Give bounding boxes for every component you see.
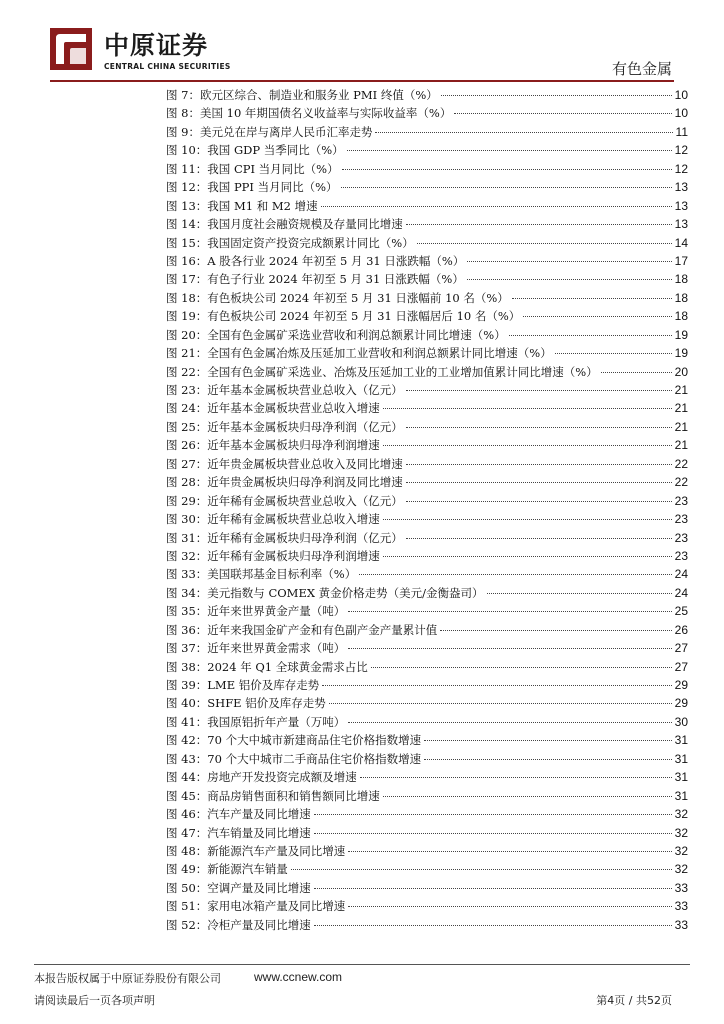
toc-leader-dots — [440, 630, 671, 631]
toc-entry-label[interactable]: 图 44：房地产开发投资完成额及增速 — [166, 770, 357, 785]
toc-entry-label[interactable]: 图 24：近年基本金属板块营业总收入增速 — [166, 401, 380, 416]
toc-entry-page[interactable]: 33 — [674, 917, 688, 932]
toc-leader-dots — [424, 740, 672, 741]
toc-entry[interactable] — [166, 879, 688, 897]
toc-entry-label[interactable]: 图 33：美国联邦基金目标利率（%） — [166, 567, 357, 582]
toc-leader-dots — [314, 833, 672, 834]
toc-entry-page[interactable]: 22 — [674, 456, 688, 471]
toc-entry-page[interactable]: 25 — [674, 604, 688, 619]
toc-entry[interactable] — [166, 713, 688, 731]
toc-entry[interactable] — [166, 694, 688, 712]
toc-entry-label[interactable]: 图 39：LME 铝价及库存走势 — [166, 678, 320, 692]
toc-entry[interactable] — [166, 565, 688, 583]
toc-leader-dots — [314, 814, 672, 815]
toc-entry-label[interactable]: 图 37：近年来世界黄金需求（吨） — [166, 641, 346, 656]
toc-entry-label[interactable]: 图 31：近年稀有金属板块归母净利润（亿元） — [166, 530, 403, 545]
company-logo-icon — [50, 28, 92, 70]
toc-entry-page[interactable]: 19 — [674, 346, 688, 361]
toc-entry-page[interactable]: 18 — [674, 290, 688, 305]
toc-leader-dots — [555, 353, 672, 354]
toc-entry-page[interactable]: 19 — [674, 327, 688, 342]
toc-entry-label[interactable]: 图 22：全国有色金属矿采选业、冶炼及压延加工业的工业增加值累计同比增速（%） — [166, 364, 598, 379]
toc-leader-dots — [509, 335, 672, 336]
toc-entry[interactable] — [166, 234, 688, 252]
company-name-en: CENTRAL CHINA SECURITIES — [104, 62, 231, 71]
toc-entry[interactable] — [166, 381, 688, 399]
toc-entry[interactable] — [166, 473, 688, 491]
toc-leader-dots — [441, 95, 672, 96]
toc-entry[interactable] — [166, 326, 688, 344]
toc-entry-page[interactable]: 12 — [674, 161, 688, 176]
toc-leader-dots — [406, 464, 672, 465]
toc-leader-dots — [406, 224, 672, 225]
toc-leader-dots — [371, 667, 672, 668]
toc-entry-label[interactable]: 图 11：我国 CPI 当月同比（%） — [166, 161, 339, 176]
toc-entry-label[interactable]: 图 51：家用电冰箱产量及同比增速 — [166, 899, 346, 914]
header-divider — [50, 80, 674, 82]
toc-entry-label[interactable]: 图 17：有色子行业 2024 年初至 5 月 31 日涨跌幅（%） — [166, 272, 464, 287]
toc-entry-page[interactable]: 21 — [674, 438, 688, 453]
toc-leader-dots — [406, 482, 672, 483]
toc-entry-page[interactable]: 33 — [674, 880, 688, 895]
page-number: 第4页 / 共52页 — [596, 994, 672, 1007]
toc-leader-dots — [406, 501, 672, 502]
toc-entry-label[interactable]: 图 52：冷柜产量及同比增速 — [166, 917, 311, 932]
toc-entry-page[interactable]: 31 — [674, 788, 688, 803]
toc-entry[interactable] — [166, 768, 688, 786]
toc-entry[interactable] — [166, 270, 688, 288]
toc-entry[interactable] — [166, 492, 688, 510]
toc-leader-dots — [406, 538, 672, 539]
toc-leader-dots — [348, 611, 671, 612]
toc-entry-page[interactable]: 22 — [674, 475, 688, 490]
toc-entry-label[interactable]: 图 13：我国 M1 和 M2 增速 — [166, 198, 318, 213]
toc-entry[interactable] — [166, 731, 688, 749]
toc-entry-page[interactable]: 13 — [674, 217, 688, 232]
toc-entry-label[interactable]: 图 43：70 个大中城市二手商品住宅价格指数增速 — [166, 751, 422, 766]
toc-entry-page[interactable]: 23 — [674, 493, 688, 508]
toc-entry-label[interactable]: 图 27：近年贵金属板块营业总收入及同比增速 — [166, 456, 403, 471]
toc-entry-page[interactable]: 27 — [674, 641, 688, 656]
toc-entry-page[interactable]: 32 — [674, 807, 688, 822]
toc-entry-page[interactable]: 23 — [674, 548, 688, 563]
toc-leader-dots — [342, 169, 672, 170]
toc-leader-dots — [467, 279, 672, 280]
toc-entry-page[interactable]: 32 — [674, 862, 688, 877]
toc-entry-label[interactable]: 图 46：汽车产量及同比增速 — [166, 807, 311, 822]
toc-entry-label[interactable]: 图 50：空调产量及同比增速 — [166, 880, 311, 895]
toc-entry[interactable] — [166, 658, 688, 676]
toc-entry-label[interactable]: 图 28：近年贵金属板块归母净利润及同比增速 — [166, 475, 403, 490]
toc-entry-label[interactable]: 图 42：70 个大中城市新建商品住宅价格指数增速 — [166, 733, 422, 748]
toc-entry-label[interactable]: 图 7：欧元区综合、制造业和服务业 PMI 终值（%） — [166, 88, 438, 102]
company-name-cn: 中原证券 — [104, 31, 209, 60]
toc-entry[interactable] — [166, 197, 688, 215]
footer-divider — [34, 964, 690, 965]
toc-entry[interactable] — [166, 86, 688, 104]
toc-leader-dots — [383, 519, 672, 520]
toc-entry[interactable] — [166, 805, 688, 823]
toc-entry-page[interactable]: 18 — [674, 309, 688, 324]
toc-entry-page[interactable]: 31 — [674, 770, 688, 785]
toc-leader-dots — [383, 556, 672, 557]
toc-entry[interactable] — [166, 547, 688, 565]
toc-entry[interactable] — [166, 418, 688, 436]
toc-entry[interactable] — [166, 123, 688, 141]
toc-entry[interactable] — [166, 529, 688, 547]
toc-entry[interactable] — [166, 584, 688, 602]
toc-entry[interactable] — [166, 842, 688, 860]
toc-leader-dots — [487, 593, 672, 594]
toc-leader-dots — [512, 298, 672, 299]
toc-leader-dots — [322, 685, 671, 686]
toc-leader-dots — [347, 150, 672, 151]
toc-entry-label[interactable]: 图 38：2024 年 Q1 全球黄金需求占比 — [166, 659, 368, 674]
toc-entry-label[interactable]: 图 35：近年来世界黄金产量（吨） — [166, 604, 346, 619]
disclaimer-notice: 请阅读最后一页各项声明 — [34, 994, 155, 1007]
toc-entry-label[interactable]: 图 15：我国固定资产投资完成额累计同比（%） — [166, 235, 414, 250]
toc-entry-label[interactable]: 图 10：我国 GDP 当季同比（%） — [166, 143, 344, 158]
toc-entry[interactable] — [166, 215, 688, 233]
toc-leader-dots — [359, 574, 671, 575]
toc-leader-dots — [360, 777, 672, 778]
toc-entry[interactable] — [166, 141, 688, 159]
toc-entry-page[interactable]: 20 — [674, 364, 688, 379]
toc-entry-label[interactable]: 图 25：近年基本金属板块归母净利润（亿元） — [166, 419, 403, 434]
page-header — [0, 0, 724, 84]
toc-leader-dots — [348, 722, 671, 723]
toc-entry[interactable] — [166, 252, 688, 270]
toc-entry-label[interactable]: 图 14：我国月度社会融资规模及存量同比增速 — [166, 217, 403, 232]
toc-entry-page[interactable]: 30 — [674, 714, 688, 729]
toc-entry[interactable] — [166, 510, 688, 528]
toc-entry[interactable] — [166, 289, 688, 307]
toc-leader-dots — [467, 261, 671, 262]
toc-leader-dots — [321, 206, 672, 207]
toc-entry[interactable] — [166, 344, 688, 362]
toc-entry-page[interactable]: 21 — [674, 383, 688, 397]
toc-entry[interactable] — [166, 639, 688, 657]
toc-entry[interactable] — [166, 824, 688, 842]
toc-entry-label[interactable]: 图 21：全国有色金属冶炼及压延加工业营收和利润总额累计同比增速（%） — [166, 346, 552, 361]
toc-entry-page[interactable]: 32 — [674, 825, 688, 840]
toc-entry[interactable] — [166, 860, 688, 878]
toc-entry-label[interactable]: 图 8：美国 10 年期国债名义收益率与实际收益率（%） — [166, 106, 452, 121]
toc-entry-page[interactable]: 31 — [674, 751, 688, 766]
toc-entry-label[interactable]: 图 45：商品房销售面积和销售额同比增速 — [166, 788, 380, 803]
toc-entry-page[interactable]: 13 — [674, 198, 688, 213]
toc-entry-label[interactable]: 图 20：全国有色金属矿采选业营收和利润总额累计同比增速（%） — [166, 327, 506, 342]
page-footer — [0, 960, 724, 1024]
toc-leader-dots — [417, 243, 672, 244]
toc-entry-page[interactable]: 21 — [674, 401, 688, 416]
toc-entry[interactable] — [166, 436, 688, 454]
toc-entry-label[interactable]: 图 40：SHFE 铝价及库存走势 — [166, 696, 326, 711]
toc-leader-dots — [314, 888, 672, 889]
toc-entry-label[interactable]: 图 29：近年稀有金属板块营业总收入（亿元） — [166, 493, 403, 508]
toc-leader-dots — [406, 427, 672, 428]
toc-entry-page[interactable]: 12 — [674, 143, 688, 158]
toc-entry[interactable] — [166, 787, 688, 805]
toc-entry[interactable] — [166, 676, 688, 694]
toc-entry[interactable] — [166, 916, 688, 934]
toc-leader-dots — [348, 851, 671, 852]
toc-entry[interactable] — [166, 897, 688, 915]
figure-list — [166, 86, 688, 934]
toc-entry-page[interactable]: 33 — [674, 899, 688, 914]
toc-leader-dots — [348, 648, 671, 649]
toc-leader-dots — [375, 132, 672, 133]
copyright-text: 本报告版权属于中原证券股份有限公司 — [34, 972, 221, 985]
toc-entry-label[interactable]: 图 30：近年稀有金属板块营业总收入增速 — [166, 512, 380, 527]
toc-entry-page[interactable]: 29 — [674, 678, 688, 692]
toc-leader-dots — [383, 408, 672, 409]
toc-leader-dots — [329, 703, 672, 704]
toc-entry-label[interactable]: 图 12：我国 PPI 当月同比（%） — [166, 180, 338, 195]
toc-leader-dots — [523, 316, 671, 317]
toc-entry[interactable] — [166, 178, 688, 196]
toc-entry-label[interactable]: 图 36：近年来我国金矿产金和有色副产金产量累计值 — [166, 622, 438, 637]
toc-entry-label[interactable]: 图 48：新能源汽车产量及同比增速 — [166, 843, 346, 858]
toc-entry-label[interactable]: 图 16：A 股各行业 2024 年初至 5 月 31 日涨跌幅（%） — [166, 253, 465, 268]
toc-entry-page[interactable]: 31 — [674, 733, 688, 748]
toc-entry-page[interactable]: 26 — [674, 622, 688, 637]
toc-entry-label[interactable]: 图 19：有色板块公司 2024 年初至 5 月 31 日涨幅居后 10 名（%） — [166, 309, 521, 324]
website-link[interactable]: www.ccnew.com — [254, 970, 343, 984]
toc-leader-dots — [341, 187, 672, 188]
toc-entry-page[interactable]: 23 — [674, 512, 688, 527]
toc-entry-page[interactable]: 21 — [674, 419, 688, 434]
toc-entry[interactable] — [166, 363, 688, 381]
toc-entry-label[interactable]: 图 18：有色板块公司 2024 年初至 5 月 31 日涨幅前 10 名（%） — [166, 290, 509, 305]
toc-leader-dots — [383, 445, 672, 446]
toc-entry-page[interactable]: 10 — [674, 106, 688, 121]
toc-leader-dots — [424, 759, 672, 760]
toc-entry-label[interactable]: 图 41：我国原铝折年产量（万吨） — [166, 714, 346, 729]
toc-leader-dots — [348, 906, 671, 907]
toc-entry-label[interactable]: 图 49：新能源汽车销量 — [166, 862, 288, 877]
toc-entry-label[interactable]: 图 47：汽车销量及同比增速 — [166, 825, 311, 840]
toc-leader-dots — [291, 869, 672, 870]
toc-leader-dots — [601, 372, 672, 373]
toc-entry-label[interactable]: 图 32：近年稀有金属板块归母净利润增速 — [166, 548, 380, 563]
toc-entry[interactable] — [166, 455, 688, 473]
toc-entry-label[interactable]: 图 26：近年基本金属板块归母净利润增速 — [166, 438, 380, 453]
toc-entry-page[interactable]: 13 — [674, 180, 688, 195]
toc-entry[interactable] — [166, 750, 688, 768]
toc-entry-page[interactable]: 14 — [674, 235, 688, 250]
toc-entry-page[interactable]: 24 — [674, 567, 688, 582]
section-title: 有色金属 — [611, 60, 672, 78]
toc-entry-label[interactable]: 图 9：美元兑在岸与离岸人民币汇率走势 — [166, 124, 373, 139]
toc-entry-label[interactable]: 图 23：近年基本金属板块营业总收入（亿元） — [166, 383, 403, 397]
toc-entry[interactable] — [166, 399, 688, 417]
toc-entry-page[interactable]: 27 — [674, 659, 688, 674]
toc-leader-dots — [406, 390, 672, 391]
toc-entry-page[interactable]: 17 — [674, 253, 688, 268]
toc-entry-label[interactable]: 图 34：美元指数与 COMEX 黄金价格走势（美元/金衡盎司） — [166, 585, 484, 600]
toc-entry[interactable] — [166, 104, 688, 122]
toc-entry[interactable] — [166, 621, 688, 639]
toc-entry-page[interactable]: 11 — [675, 124, 688, 139]
toc-leader-dots — [314, 925, 672, 926]
toc-leader-dots — [383, 796, 672, 797]
toc-entry[interactable] — [166, 602, 688, 620]
toc-entry-page[interactable]: 29 — [674, 696, 688, 711]
toc-entry-page[interactable]: 23 — [674, 530, 688, 545]
toc-entry-page[interactable]: 10 — [674, 88, 688, 102]
toc-entry-page[interactable]: 18 — [674, 272, 688, 287]
toc-leader-dots — [454, 113, 671, 114]
toc-entry[interactable] — [166, 160, 688, 178]
toc-entry[interactable] — [166, 307, 688, 325]
toc-entry-page[interactable]: 32 — [674, 843, 688, 858]
toc-entry-page[interactable]: 24 — [674, 585, 688, 600]
